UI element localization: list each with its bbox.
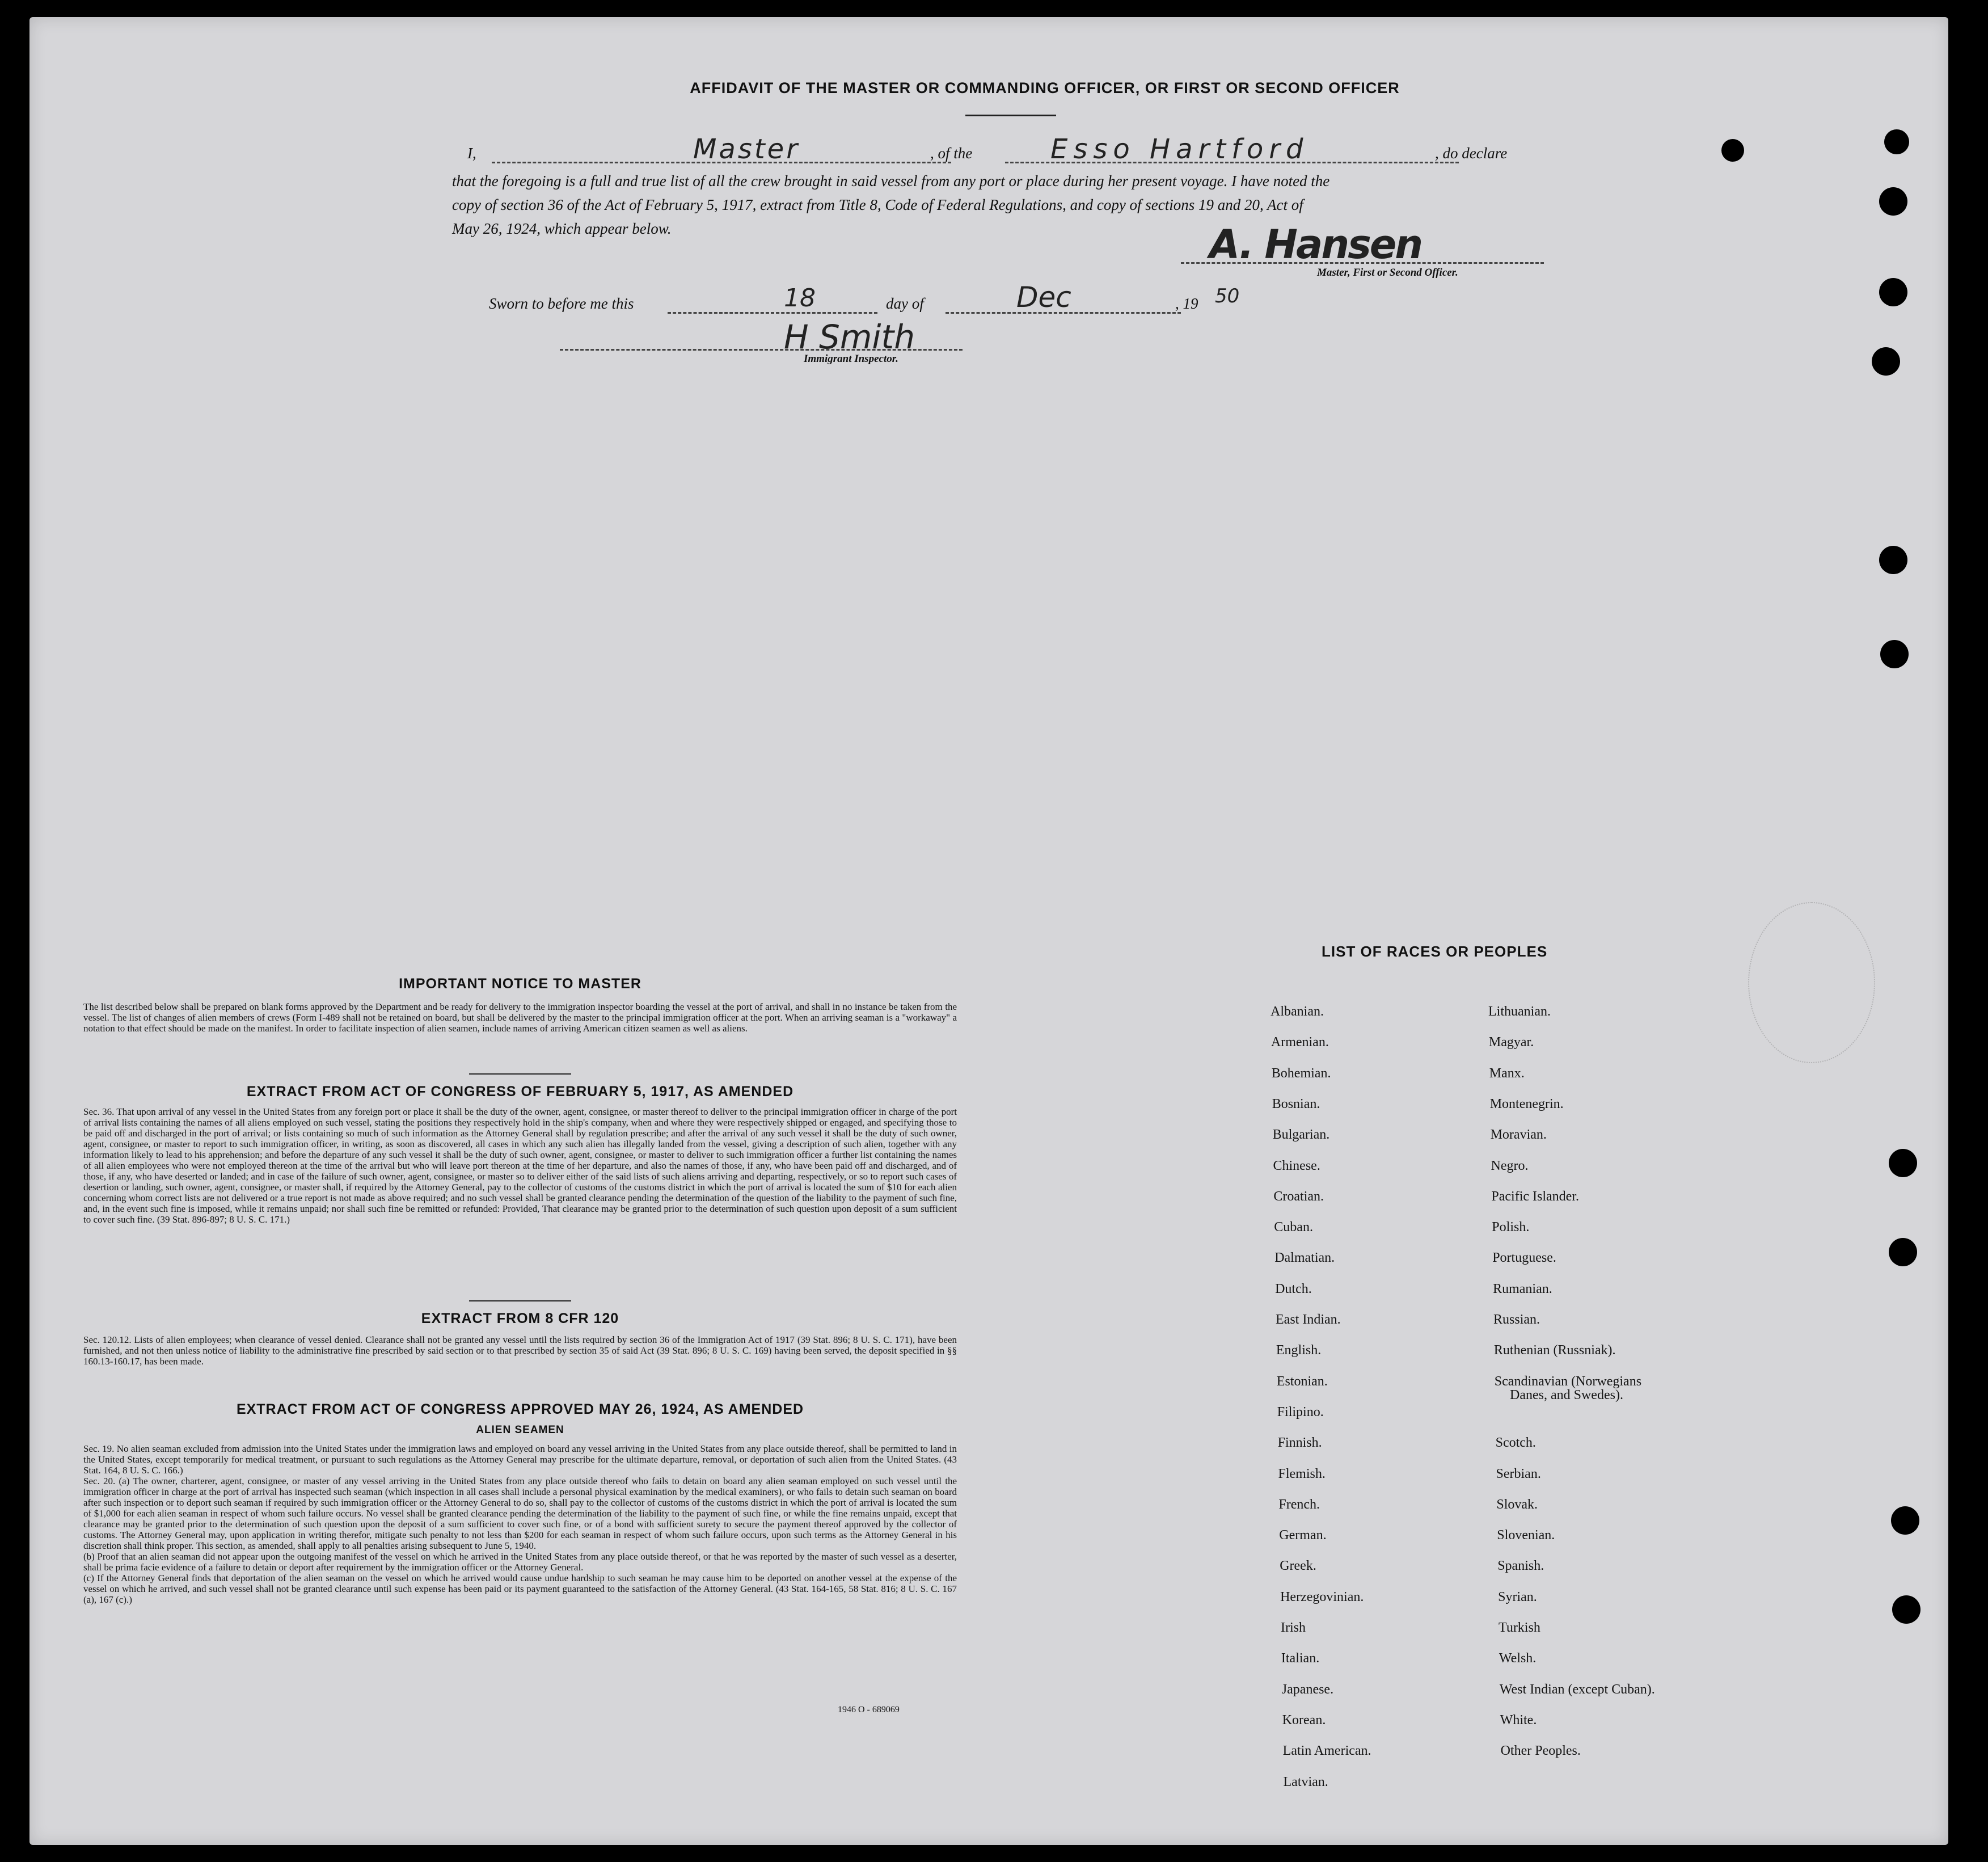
race-item-right: Lithuanian. xyxy=(1488,1004,1551,1019)
race-item-right: Turkish xyxy=(1499,1620,1540,1635)
extract-1924-title: EXTRACT FROM ACT OF CONGRESS APPROVED MAY 26, 1924, AS AMENDED xyxy=(236,1401,804,1417)
race-item-right: Moravian. xyxy=(1490,1127,1547,1143)
race-item-right: Portuguese. xyxy=(1492,1250,1556,1266)
faint-stamp xyxy=(1748,902,1875,1063)
race-item-left: Cuban. xyxy=(1274,1220,1313,1235)
binder-hole xyxy=(1889,1149,1917,1177)
affidavit-title: AFFIDAVIT OF THE MASTER OR COMMANDING OFFICER, OR FIRST OR SECOND OFFICER xyxy=(690,79,1400,96)
race-item-left: Filipino. xyxy=(1277,1404,1324,1419)
year-prefix: , 19 xyxy=(1175,295,1198,312)
title-divider xyxy=(965,115,1056,116)
race-item-left: English. xyxy=(1276,1343,1322,1358)
print-code: 1946 O - 689069 xyxy=(838,1705,900,1714)
race-item-right: Slovak. xyxy=(1496,1497,1538,1512)
document-page xyxy=(29,17,1948,1845)
race-item-right: Welsh. xyxy=(1499,1651,1537,1666)
binder-hole xyxy=(1879,187,1907,216)
race-item-right: Ruthenian (Russniak). xyxy=(1493,1343,1616,1358)
race-item-right: Russian. xyxy=(1493,1312,1540,1327)
sec-20a-text: Sec. 20. (a) The owner, charterer, agent, consignee, or master of any vessel arriving in the United States from any place outside thereof who fails to detain on board any alien seaman employed on such vessel until the immigration officer in charge at the port of arrival has inspected such seaman (which inspection in all cases shall include a personal physical examination by the medical examiners), or who fails to detain such seaman on board after such inspection or to deport such seaman if required by such immigration officer or the Attorney General to do so, shall pay to the collector of customs of the customs district in which the port of arrival is located the sum of $1,000 for each alien seaman in respect of whom such failure occurs. No vessel shall be granted clearance pending the determination of the liability to the payment of such fine, or while the fine remains unpaid, except that clearance may be granted prior to the determination of such question upon the deposit of a sum sufficient to cover such fine, or of a bond with sufficient surety to secure the payment thereof approved by the collector of customs. The Attorney General may, upon application in writing therefor, mitigate such penalty to not less than $200 for each seaman in respect of whom such failure occurs, upon such terms as the Attorney General in his discretion shall think proper. This section, as amended, shall apply to all penalties arising subsequent to June 5, 1940. xyxy=(83,1476,957,1551)
binder-hole xyxy=(1880,640,1909,668)
day-value: 18 xyxy=(784,284,816,313)
race-item-left: Dutch. xyxy=(1275,1281,1312,1296)
race-item-left: Finnish. xyxy=(1277,1435,1322,1451)
race-item-right: Scotch. xyxy=(1495,1435,1536,1451)
binder-hole xyxy=(1889,1238,1917,1266)
signature-caption: Master, First or Second Officer. xyxy=(1317,267,1458,279)
race-item-left: Latvian. xyxy=(1283,1774,1328,1789)
race-item-left: Bulgarian. xyxy=(1272,1127,1330,1143)
race-item-right: Syrian. xyxy=(1498,1589,1537,1604)
signature-underline xyxy=(1181,262,1544,264)
race-item-left: Dalmatian. xyxy=(1274,1250,1335,1266)
race-item-right: Danes, and Swedes). xyxy=(1510,1387,1623,1402)
affidavit-body-line: May 26, 1924, which appear below. xyxy=(452,220,672,237)
race-item-left: Chinese. xyxy=(1273,1158,1320,1173)
race-item-right: Other Peoples. xyxy=(1500,1743,1581,1759)
master-signature: A. Hansen xyxy=(1209,221,1422,268)
name-value: Master xyxy=(693,133,800,165)
affidavit-body-line: that the foregoing is a full and true list of all the crew brought in said vessel from any port or place during her present voyage. I have noted the xyxy=(452,172,1330,189)
race-item-left: Italian. xyxy=(1281,1651,1320,1666)
binder-hole xyxy=(1872,347,1900,376)
race-item-right: Spanish. xyxy=(1497,1558,1544,1574)
notice-text: The list described below shall be prepared on blank forms approved by the Department and be ready for delivery to the immigration inspector boarding the vessel at the port of arrival, and shall in no instance be taken from the vessel. The list of changes of alien members of crews (Form I-489 shall not be retained on board, but shall be delivered by the master to the principal immigration officer at the port. When an arriving seaman is a "workaway" a notation to that effect should be made on the manifest. In order to facilitate inspection of alien seamen, include names of arriving American citizen seamen as well as aliens. xyxy=(83,1001,957,1034)
race-item-left: Estonian. xyxy=(1276,1374,1328,1389)
race-item-left: Latin American. xyxy=(1282,1743,1371,1759)
race-item-right: Manx. xyxy=(1489,1065,1525,1081)
binder-hole xyxy=(1879,546,1907,574)
race-item-right: Polish. xyxy=(1492,1220,1530,1235)
race-item-right: Magyar. xyxy=(1488,1035,1534,1050)
extract-1917-title: EXTRACT FROM ACT OF CONGRESS OF FEBRUARY 5, 1917, AS AMENDED xyxy=(246,1084,794,1099)
race-item-left: Bohemian. xyxy=(1271,1065,1331,1081)
race-item-right: Scandinavian (Norwegians xyxy=(1494,1374,1642,1389)
extract-1917-text: Sec. 36. That upon arrival of any vessel in the United States from any foreign port or place it shall be the duty of the owner, agent, consignee, or master thereof to deliver to the principal immigration officer in charge of the port of arrival lists containing the names of all aliens employed on such vessel, stating the positions they respectively hold in the ship's company, when and where they were respectively shipped or engaged, and specifying those to be paid off and discharged in the port of arrival; or lists containing so much of such information as the Attorney General shall by regulation prescribe; and after the arrival of any such vessel it shall be the duty of such owner, agent, consignee, or master to report to such immigration officer, in writing, as soon as discovered, all cases in which any such alien has illegally landed from the vessel, giving a description of such alien, together with any information likely to lead to his apprehension; and before the departure of any such vessel it shall be the duty of such owner, agent, consignee, or master to deliver to such immigration officer a further list containing the names of all alien employees who were not employed thereon at the time of the arrival but who will leave port thereon at the time of her departure, and also the names of those, if any, who have been paid off and discharged, and of those, if any, who have deserted or landed; and in case of the failure of such owner, agent, consignee, or master so to deliver either of the said lists of such aliens arriving and departing, respectively, or so to report such cases of desertion or landing, such owner, agent, consignee, or master shall, if required by the Attorney General, pay to the collector of customs of the customs district in which the port of arrival is located the sum of $10 for each alien concerning whom correct lists are not delivered or a true report is not made as above required; and no such vessel shall be granted clearance pending the determination of the question of the liability to the payment of such fine, and, in the event such fine is imposed, while it remains unpaid; nor shall such fine be remitted or refunded: Provided, That clearance may be granted prior to the determination of such question upon deposit of a sum sufficient to cover such fine. (39 Stat. 896-897; 8 U. S. C. 171.) xyxy=(83,1106,957,1225)
extract-cfr-text: Sec. 120.12. Lists of alien employees; when clearance of vessel denied. Clearance shall not be granted any vessel until the lists required by section 36 of the Immigration Act of 1917 (39 Stat. 896; 8 U. S. C. 171), have been furnished, and not then unless notice of liability to the administrative fine prescribed by said section or to that prescribed by section 35 of said Act (39 Stat. 896; 8 U. S. C. 169) having been served, the deposit specified in §§ 160.13-160.17, has been made. xyxy=(83,1334,957,1367)
do-declare-label: , do declare xyxy=(1435,145,1508,162)
year-value: 50 xyxy=(1215,285,1240,307)
races-title: LIST OF RACES OR PEOPLES xyxy=(1322,943,1548,960)
race-item-right: Slovenian. xyxy=(1497,1528,1555,1543)
day-of-label: day of xyxy=(886,295,924,312)
race-item-left: Korean. xyxy=(1282,1712,1326,1728)
vessel-value: Esso Hartford xyxy=(1050,133,1309,165)
section-divider xyxy=(469,1300,571,1301)
of-the-label: , of the xyxy=(930,145,973,162)
race-item-right: Rumanian. xyxy=(1493,1281,1552,1296)
race-item-right: Pacific Islander. xyxy=(1491,1189,1579,1204)
binder-hole xyxy=(1721,139,1744,162)
race-item-right: West Indian (except Cuban). xyxy=(1499,1682,1655,1697)
binder-hole xyxy=(1884,129,1909,154)
inspector-signature: H Smith xyxy=(784,318,915,356)
notice-title: IMPORTANT NOTICE TO MASTER xyxy=(399,976,641,992)
race-item-left: French. xyxy=(1278,1497,1320,1512)
inspector-underline xyxy=(560,349,963,351)
sworn-label: Sworn to before me this xyxy=(489,295,634,312)
extract-1924-text xyxy=(83,1443,957,1605)
race-item-left: German. xyxy=(1279,1528,1327,1543)
sec-19-text: Sec. 19. No alien seaman excluded from admission into the United States under the immigration laws and employed on board any vessel arriving in the United States from any place outside thereof, shall be permitted to land in the United States, except temporarily for medical treatment, or pursuant to such regulations as the Attorney General may prescribe for the ultimate departure, removal, or deportation of such alien from the United States. (43 Stat. 164, 8 U. S. C. 166.) xyxy=(83,1443,957,1476)
race-item-right: White. xyxy=(1500,1712,1537,1728)
binder-hole xyxy=(1892,1595,1921,1624)
binder-hole xyxy=(1879,278,1907,306)
race-item-left: Herzegovinian. xyxy=(1280,1589,1364,1604)
race-item-left: Flemish. xyxy=(1278,1466,1326,1481)
extract-cfr-title: EXTRACT FROM 8 CFR 120 xyxy=(421,1311,619,1326)
i-label: I, xyxy=(467,145,476,162)
month-value: Dec xyxy=(1016,281,1071,314)
race-item-right: Montenegrin. xyxy=(1489,1096,1564,1111)
race-item-left: Greek. xyxy=(1280,1558,1316,1574)
race-item-left: East Indian. xyxy=(1276,1312,1341,1327)
sec-20b-text: (b) Proof that an alien seaman did not appear upon the outgoing manifest of the vessel on which he arrived in the United States from any place outside thereof, or that he was reported by the master of such vessel as a deserter, shall be prima facie evidence of a failure to detain or deport after requirement by the immigration officer or the Attorney General. xyxy=(83,1551,957,1573)
section-divider xyxy=(469,1073,571,1075)
race-item-left: Albanian. xyxy=(1271,1004,1324,1019)
day-underline xyxy=(668,312,877,314)
race-item-left: Croatian. xyxy=(1273,1189,1324,1204)
race-item-left: Japanese. xyxy=(1281,1682,1334,1697)
inspector-caption: Immigrant Inspector. xyxy=(804,353,898,365)
race-item-right: Serbian. xyxy=(1496,1466,1541,1481)
alien-seamen-subtitle: ALIEN SEAMEN xyxy=(476,1424,564,1436)
affidavit-body-line: copy of section 36 of the Act of February 5, 1917, extract from Title 8, Code of Federal Regulations, and copy of sections 19 and 20, Act of xyxy=(452,196,1303,213)
binder-hole xyxy=(1891,1506,1919,1535)
sec-20c-text: (c) If the Attorney General finds that deportation of the alien seaman on the vessel on which he arrived would cause undue hardship to such seaman he may cause him to be deported on another vessel at the expense of the vessel on which he arrived, and such vessel shall not be granted clearance until such expense has been paid or its payment guaranteed to the satisfaction of the Attorney General. (43 Stat. 164-165, 58 Stat. 816; 8 U. S. C. 167 (a), 167 (c).) xyxy=(83,1573,957,1605)
race-item-left: Bosnian. xyxy=(1272,1096,1320,1111)
race-item-right: Negro. xyxy=(1491,1158,1529,1173)
race-item-left: Armenian. xyxy=(1271,1035,1329,1050)
race-item-left: Irish xyxy=(1281,1620,1306,1635)
